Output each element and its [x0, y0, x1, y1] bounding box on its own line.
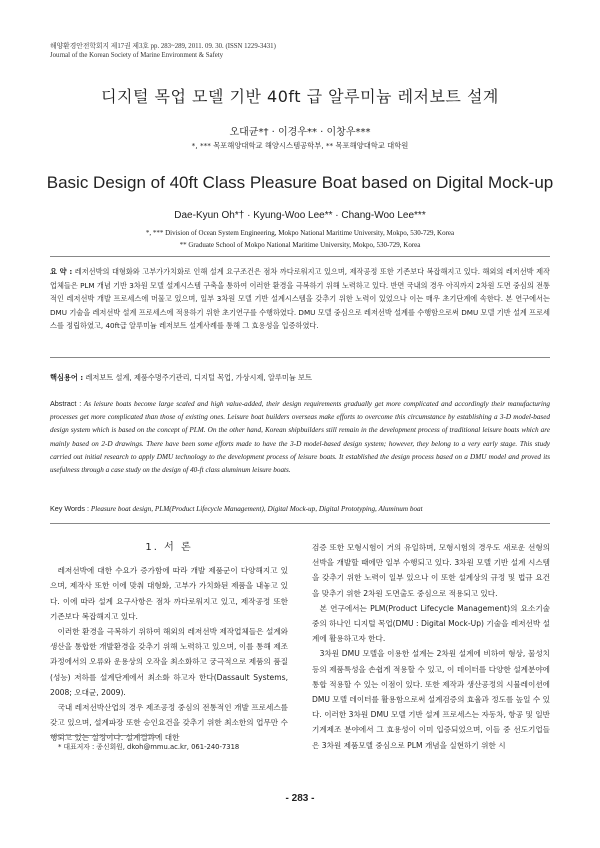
- body-column-left: [50, 540, 288, 746]
- journal-citation: 해양환경안전학회지 제17권 제3호 pp. 283~289, 2011. 09. 30. (ISSN 1229-3431): [50, 43, 276, 50]
- korean-authors: 오대균*† · 이경우** · 이창우***: [229, 127, 371, 138]
- english-abstract-label: Abstract :: [50, 399, 82, 408]
- english-keywords-label: Key Words :: [50, 504, 90, 513]
- english-keywords: [50, 504, 550, 513]
- footnote-divider: [50, 735, 160, 736]
- english-title: Basic Design of 40ft Class Pleasure Boat based on Digital Mock-up: [46, 173, 554, 192]
- footnote: * 대표저자 : 종신회원, dkoh@mmu.ac.kr, 061-240-7318: [58, 743, 240, 751]
- korean-affiliation: *, *** 목포해양대학교 해양시스템공학부, ** 목포해양대학교 대학원: [191, 141, 409, 150]
- section-heading: 1. 서 론: [145, 542, 193, 553]
- body-paragraph: 레저선박에 대한 수요가 증가함에 따라 개발 제품군이 다양해지고 있으며, 제작사 또한 이에 맞춰 대형화, 고부가 가치화된 제품을 내놓고 있다. 이에 따라 설계 요구사항은 점차 까다로워지고 있고, 제작공정 또한 기존보다 복잡해지고 있다.: [50, 566, 288, 621]
- english-abstract: [50, 397, 550, 477]
- korean-abstract: [50, 265, 550, 333]
- body-paragraph: 국내 레저선박산업의 경우 제조공정 중심의 전통적인 개발 프로세스를 갖고 있으며, 설계파장 또한 승인요건을 갖추기 위한 최소한의 업무만 수행되고 있는 실정이다. 설계결과에 대한: [50, 703, 288, 743]
- body-paragraph: 본 연구에서는 PLM(Product Lifecycle Management)의 요소기술 중의 하나인 디지털 목업(DMU : Digital Mock-Up) 기술을 레저선박 설계에 활용하고자 한다.: [312, 603, 550, 644]
- divider-bottom: [50, 523, 550, 524]
- body-column-right: [312, 540, 550, 753]
- korean-keywords-text: 레저보트 설계, 제품수명주기관리, 디지털 목업, 가상시제, 알루미늄 보트: [85, 373, 312, 382]
- korean-keywords-label: 핵심용어 :: [50, 373, 84, 382]
- korean-title: 디지털 목업 모델 기반 40ft 급 알루미늄 레저보트 설계: [101, 87, 499, 106]
- divider-middle: [50, 357, 550, 358]
- english-abstract-text: As leisure boats become large scaled and high value-added, their design requirements gradually get more complicated and accordingly their manufacturing processes get more complicated than those of existing ones. Leisure boat builders overseas make efforts to overcome this circumstance by establishing a 3-D model-based design system which is based on the concept of PLM. On the other hand, Korean shipbuilders still remain in the development process of traditional leisure boats which are mainly based on 2-D drawings. There have been some efforts made to have the 3-D model-based design system; however, they belong to a very early stage. This study carried out initial research to apply DMU technology to the development process of leisure boats. It established the design process based on a DMU model and proved its usefulness through a case study on the design of 40-ft class aluminum leisure boats.: [50, 400, 551, 475]
- journal-name: Journal of the Korean Society of Marine Environment & Safety: [50, 52, 224, 59]
- divider-top: [50, 256, 550, 257]
- page-number: - 283 -: [285, 793, 315, 804]
- body-paragraph: 3차원 DMU 모델을 이용한 설계는 2차원 설계에 비하여 형상, 물성치 등의 제품특성을 손쉽게 적용할 수 있고, 이 데이터를 다양한 설계분야에 통합 적용할 수 있는 이점이 있다. 또한 제작과 생산공정의 시뮬레이션에 DMU 모델 데이터를 활용함으로써 설계검증의 효율과 정도를 높일 수 있다. 이러한 3차원 DMU 모델 기반 설계 프로세스는 자동차, 항공 및 일반 기계제조 분야에서 그 효용성이 이미 입증되었으며, 이들 중 선도기업들은 3차원 제품모델 중심으로 PLM 개념을 실현하기 위한 시: [312, 649, 550, 750]
- english-affiliation-1: *, *** Division of Ocean System Engineering, Mokpo National Maritime University, Mokpo, 530-729, Korea: [145, 229, 455, 237]
- english-keywords-text: Pleasure boat design, PLM(Product Lifecycle Management), Digital Mock-up, Digital Prototyping, Aluminum boat: [90, 505, 423, 513]
- korean-abstract-text: 레저선박의 대형화와 고부가가치화로 인해 설계 요구조건은 점차 까다로워지고 있으며, 제작공정 또한 기존보다 복잡해지고 있다. 해외의 레저선박 제작업체들은 PLM 개념 기반 3차원 모델 설계시스템 구축을 통하여 이러한 환경을 극복하기 위해 노력하고 있다. 반면 국내의 경우 아직까지 2차원 도면 중심의 전통적인 레저선박 개발 프로세스에 머물고 있으며, 일부 3차원 모델 기반 설계시스템을 갖추기 위한 노력이 있었으나 이는 매우 초기단계에 속한다. 본 연구에서는 DMU 기술을 레저선박 설계 프로세스에 적용하기 위한 초기연구를 수행하였다. DMU 모델 중심으로 레저선박 설계를 수행함으로써 DMU 모델 기반 설계 프로세스를 정립하였고, 40ft급 알루미늄 레저보트 설계사례를 통해 그 효용성을 입증하였다.: [50, 267, 550, 330]
- korean-abstract-label: 요 약 :: [50, 267, 73, 276]
- english-affiliation-2: ** Graduate School of Mokpo National Maritime University, Mokpo, 530-729, Korea: [179, 241, 421, 249]
- english-authors: Dae-Kyun Oh*† · Kyung-Woo Lee** · Chang-Woo Lee***: [174, 210, 426, 221]
- korean-keywords: [50, 373, 550, 383]
- body-paragraph: 이러한 환경을 극복하기 위하여 해외의 레저선박 제작업체들은 설계와 생산을 통합한 개발환경을 갖추기 위해 노력하고 있으며, 이를 통해 제조과정에서의 오류와 운용상의 오작을 최소화하고 궁극적으로 제품의 품질(성능) 저하를 설계단계에서 최소화 하고자 한다(Dassault Systems, 2008; 오대균, 2009).: [50, 627, 288, 697]
- body-paragraph: 검증 또한 모형시험이 거의 유일하며, 모형시험의 경우도 새로운 선형의 선박을 개발할 때에만 일부 수행되고 있다. 3차원 모델 기반 설계 시스템을 갖추기 위한 노력이 일부 있으나 이 또한 설계상의 규정 및 법규 요건을 맞추기 위한 2차원 도면출도 중심으로 적용되고 있다.: [312, 543, 550, 598]
